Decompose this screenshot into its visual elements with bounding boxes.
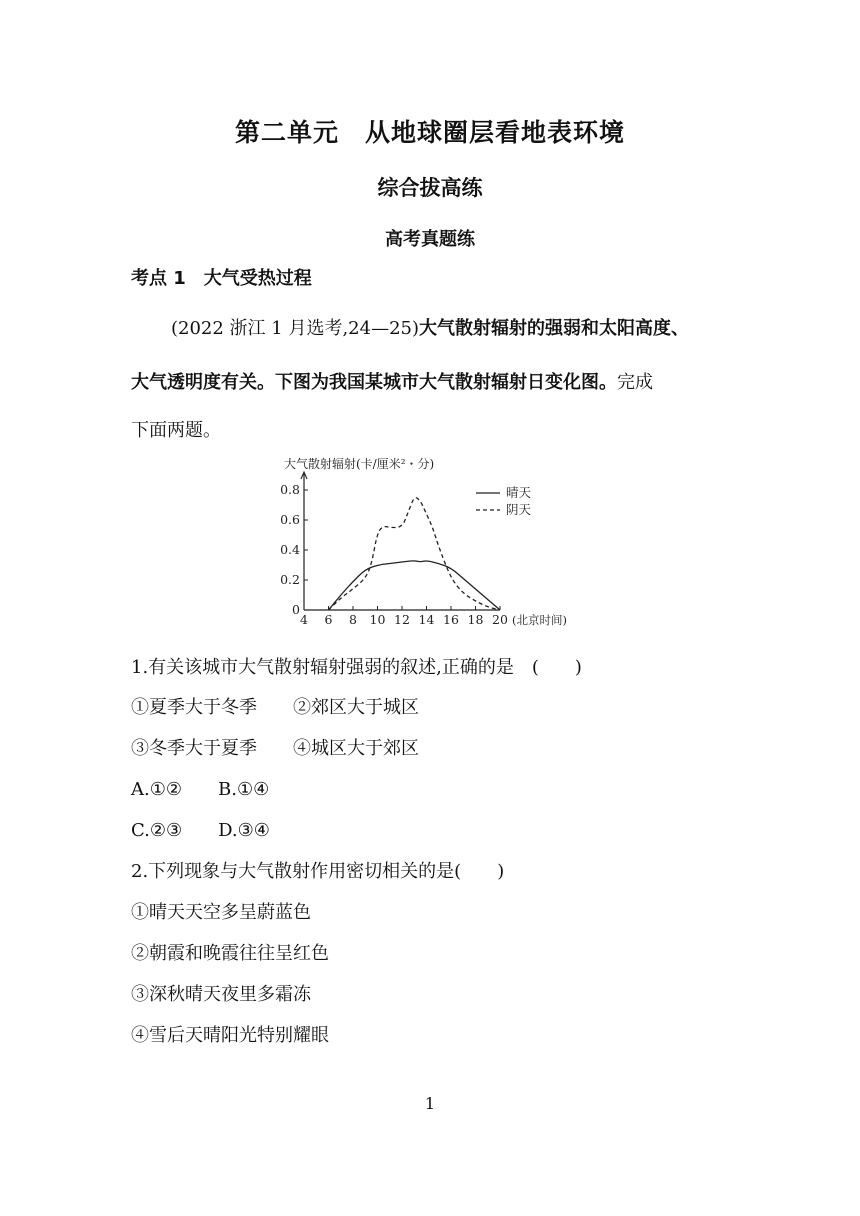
chart-y-axis-label: 大气散射辐射(卡/厘米²・分): [284, 457, 435, 471]
chart-legend: [476, 485, 532, 517]
topic-label: 考点 1 大气受热过程: [131, 268, 312, 289]
q1-choices-row-2: C.②③ D.③④: [131, 820, 270, 841]
intro-text-bold-1: 大气散射辐射的强弱和太阳高度、: [419, 318, 690, 339]
chart-axes: [301, 472, 500, 610]
x-tick-label: 4: [300, 612, 308, 627]
y-tick-label: 0.2: [280, 572, 300, 587]
q2-option-4: ④雪后天晴阳光特别耀眼: [131, 1025, 329, 1046]
chart-x-ticks: [300, 606, 508, 627]
intro-source: (2022 浙江 1 月选考,24—25): [171, 318, 420, 339]
section-title: 综合拔高练: [377, 176, 483, 200]
scattered-radiation-chart: [270, 452, 590, 632]
intro-text-bold-2: 大气透明度有关。下图为我国某城市大气散射辐射日变化图。: [131, 372, 617, 393]
x-tick-label: 18: [467, 612, 484, 627]
y-tick-label: 0: [292, 602, 300, 617]
x-tick-label: 10: [369, 612, 386, 627]
x-tick-label: 12: [394, 612, 410, 627]
chart-x-axis-label: (北京时间): [512, 613, 567, 627]
y-tick-label: 0.4: [280, 542, 300, 557]
legend-label: 阴天: [506, 502, 532, 517]
intro-line-1: [171, 314, 689, 340]
series-line-sunny: [329, 561, 501, 610]
q2-option-3: ③深秋晴天夜里多霜冻: [131, 984, 311, 1005]
y-tick-label: 0.6: [280, 512, 300, 527]
x-tick-label: 16: [443, 612, 459, 627]
x-tick-label: 20: [492, 612, 508, 627]
intro-text-3: 完成: [617, 372, 653, 393]
intro-line-3: 下面两题。: [131, 420, 221, 441]
q1-stem: 1.有关该城市大气散射辐射强弱的叙述,正确的是 ( ): [131, 657, 582, 678]
x-tick-label: 6: [324, 612, 333, 627]
x-tick-label: 8: [349, 612, 357, 627]
q2-option-1: ①晴天天空多呈蔚蓝色: [131, 902, 311, 923]
legend-label: 晴天: [506, 485, 532, 500]
q1-choices-row-1: A.①② B.①④: [131, 779, 270, 800]
q1-options-row-1: ①夏季大于冬季 ②郊区大于城区: [131, 697, 419, 718]
q2-option-2: ②朝霞和晚霞往往呈红色: [131, 943, 329, 964]
y-tick-label: 0.8: [280, 482, 300, 497]
chart-series: [329, 498, 501, 610]
q2-stem: 2.下列现象与大气散射作用密切相关的是( ): [131, 861, 505, 882]
x-tick-label: 14: [418, 612, 435, 627]
series-line-cloudy: [329, 498, 501, 610]
subsection-title: 高考真题练: [385, 229, 475, 250]
q1-options-row-2: ③冬季大于夏季 ④城区大于郊区: [131, 738, 419, 759]
page-number: 1: [424, 1094, 436, 1113]
unit-title: 第二单元 从地球圈层看地表环境: [234, 118, 625, 147]
intro-line-2: [131, 368, 653, 394]
